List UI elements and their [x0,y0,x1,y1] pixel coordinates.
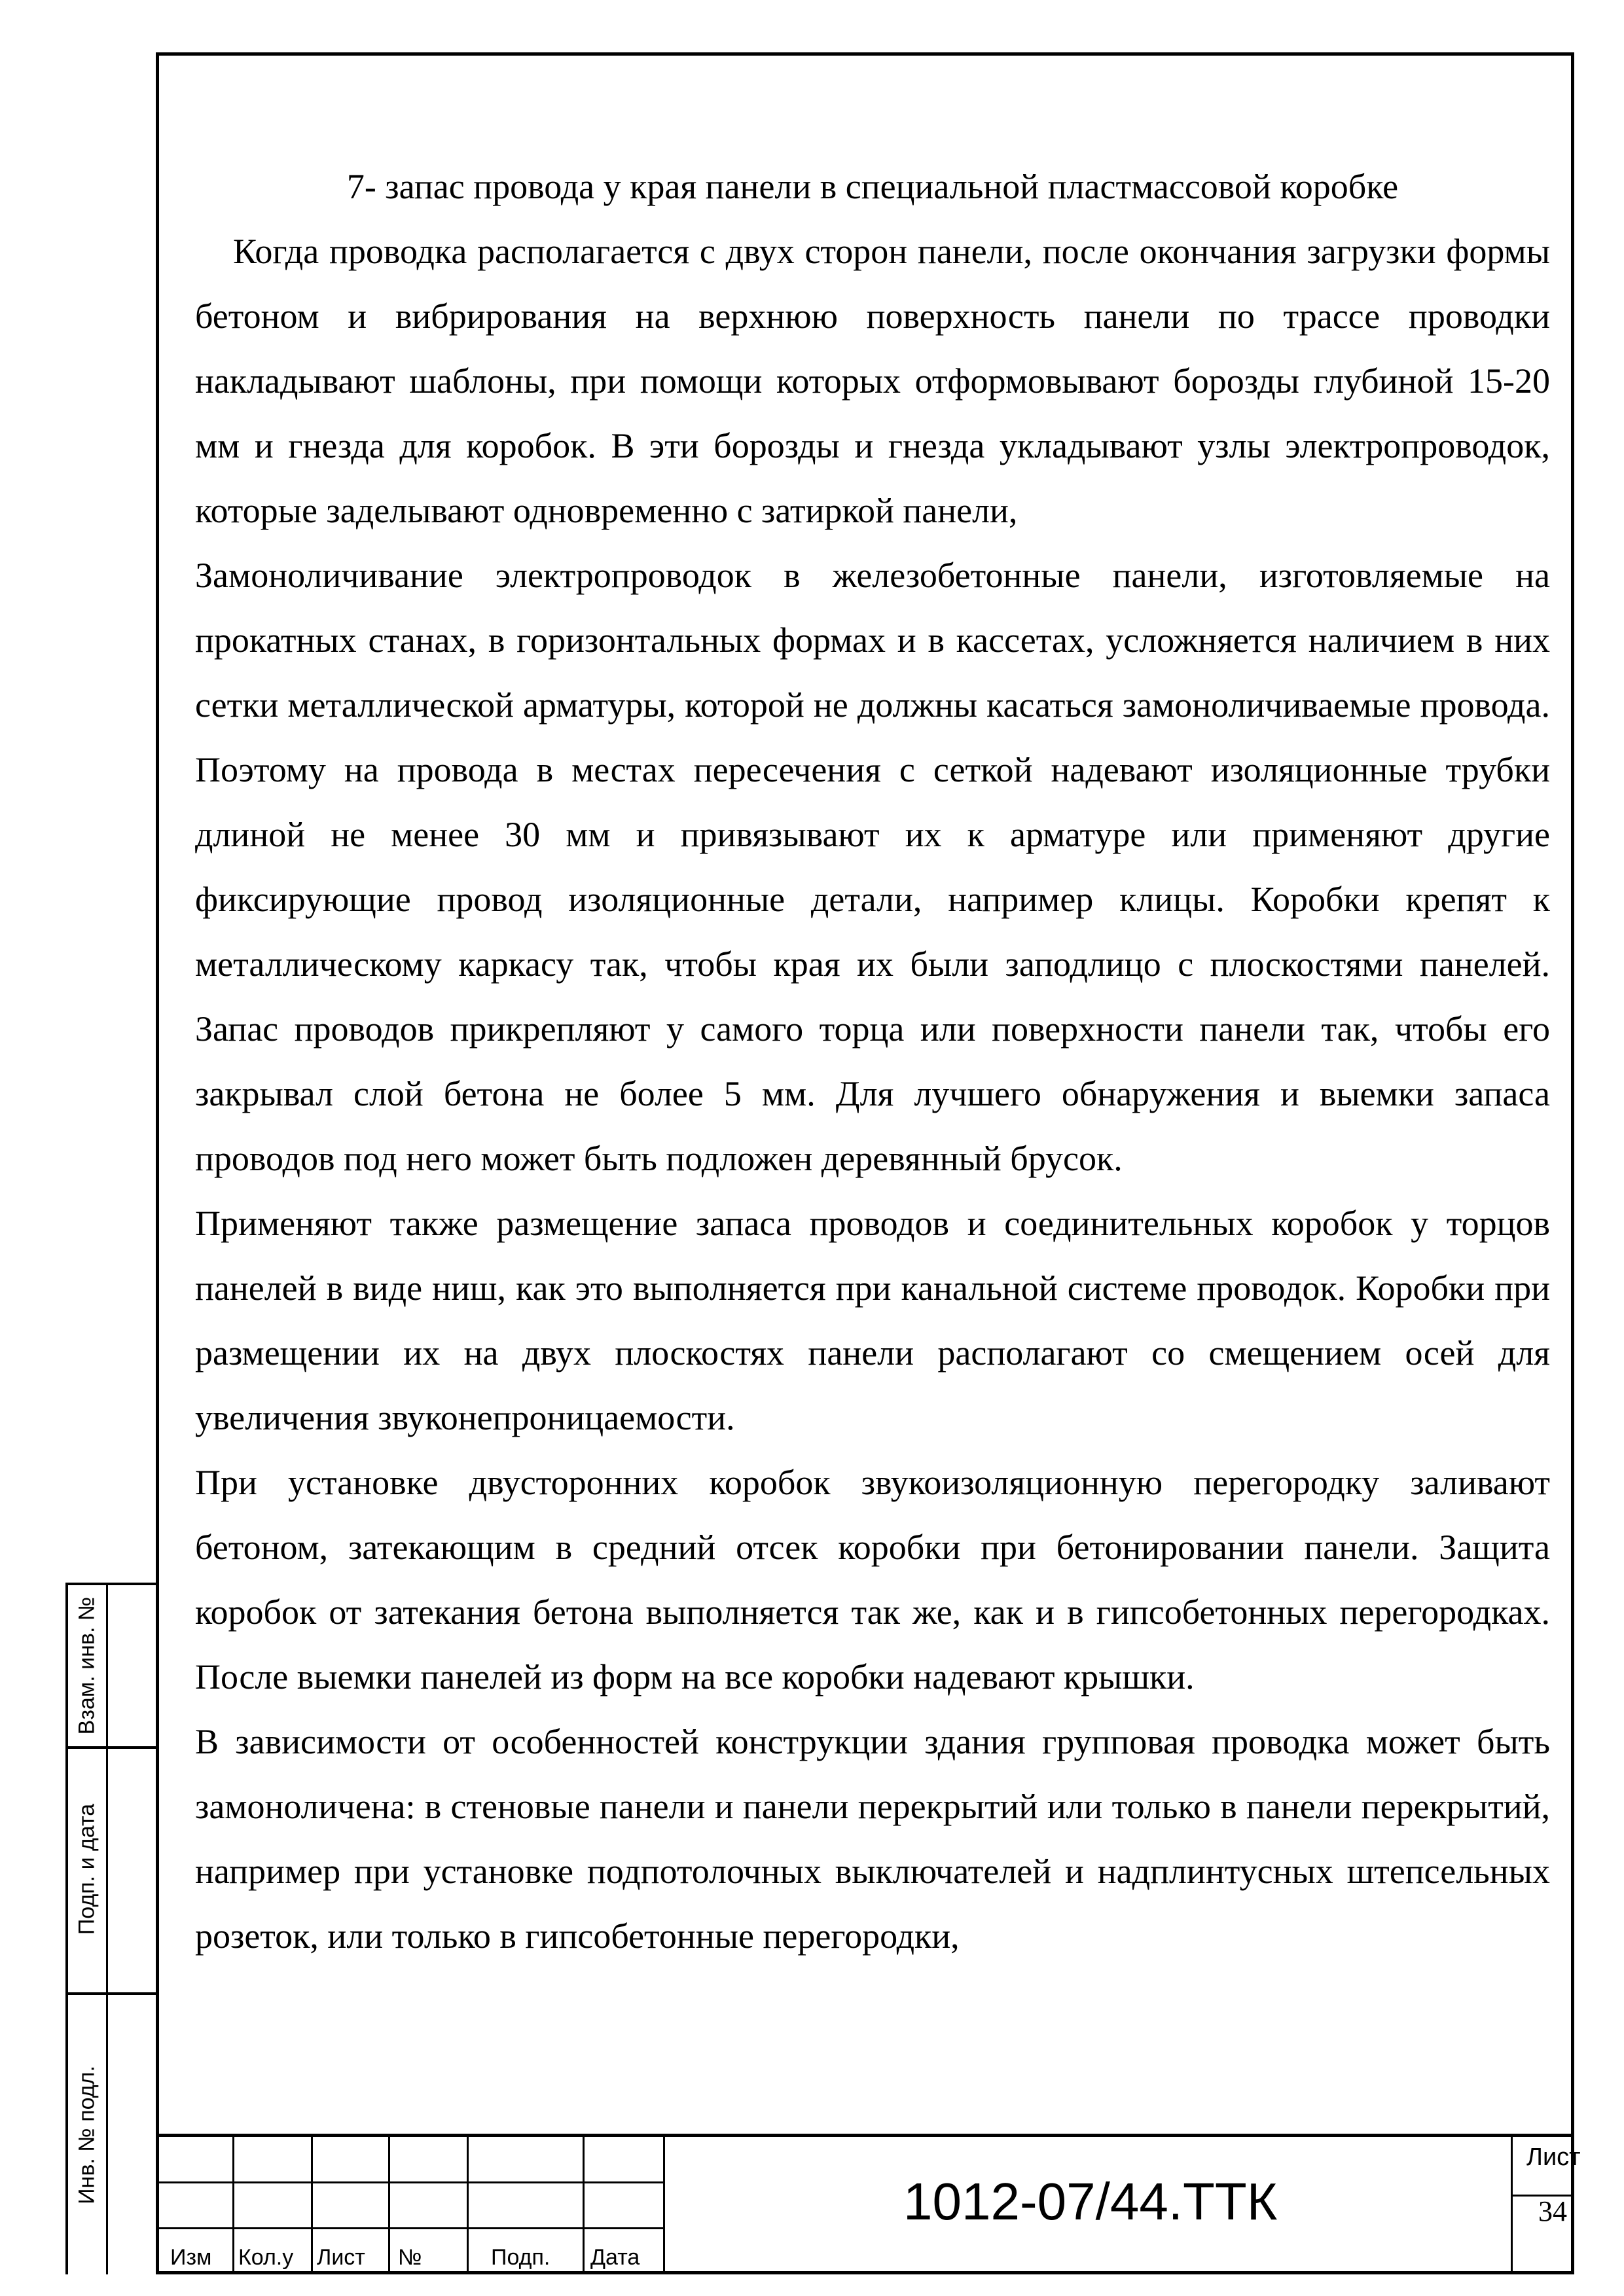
side-stamp-row-line [68,1992,156,1995]
title-block-line [663,2137,665,2274]
sheet-number: 34 [1538,2195,1567,2227]
side-stamp-divider [106,1585,108,2274]
col-data: Дата [590,2245,640,2270]
paragraph-2: Замоноличивание электропроводок в железобетонные панели, изготовляемые на прокатных станах, в горизонтальных формах и в кассетах, усложняется наличием в них сетки металлической арматуры, которой не должны касаться замоноличиваемые провода. Поэтому на провода в местах пересечения с сеткой надевают изоляционные трубки длиной не менее 30 мм и привязывают их к арматуре или применяют другие фиксирующие провод изоляционные детали, например клицы. Коробки крепят к металлическому каркасу так, чтобы края их были заподлицо с плоскостями панелей. Запас проводов прикрепляют у самого торца или поверхности панели так, чтобы его закрывал слой бетона не более 5 мм. Для лучшего обнаружения и выемки запаса проводов под него может быть подложен деревянный брусок. [195,556,1550,1178]
title-block-line [388,2137,390,2274]
title-block-line [311,2137,313,2274]
col-podp: Подп. [491,2245,550,2270]
col-kol: Кол.у [238,2245,294,2270]
col-no: № [398,2245,422,2270]
figure-caption: 7- запас провода у края панели в специальной пластмассовой коробке [346,167,1399,206]
title-block-line [583,2137,585,2274]
side-label-vzam-inv: Взам. инв. № [74,1596,99,1735]
title-block-line [1511,2137,1513,2274]
side-stamp [65,1583,156,2274]
paragraph-5: В зависимости от особенностей конструкции здания групповая проводка может быть замоноличена: в стеновые панели и панели перекрытий или только в панели перекрытий, например при установке подпотолочных выключателей и надплинтусных штепсельных розеток, или только в гипсобетонные перегородки, [195,1722,1550,1956]
side-label-inv-podl: Инв. № подл. [74,2066,99,2204]
paragraph-3: Применяют также размещение запаса проводов и соединительных коробок у торцов панелей в виде ниш, как это выполняется при канальной системе проводок. Коробки при размещении их на двух плоскостях панели располагают со смещением осей для увеличения звуконепроницаемости. [195,1204,1550,1437]
side-label-podp-data: Подп. и дата [74,1803,99,1935]
document-code: 1012-07/44.ТТК [903,2172,1278,2231]
title-block-line [467,2137,469,2274]
title-block-line [156,2227,663,2229]
col-list: Лист [317,2245,365,2270]
title-block-line [232,2137,234,2274]
side-stamp-row-line [68,1746,156,1749]
sheet-label: Лист [1526,2144,1581,2171]
title-block-line [156,2181,663,2183]
body-text [195,154,1550,1969]
paragraph-1: Когда проводка располагается с двух сторон панели, после окончания загрузки формы бетоном и вибрирования на верхнюю поверхность панели по трассе проводки накладывают шаблоны, при помощи которых отформовывают борозды глубиной 15-20 мм и гнезда для коробок. В эти борозды и гнезда укладывают узлы электропроводок, которые заделывают одновременно с затиркой панели, [195,232,1550,530]
col-izm: Изм [170,2245,212,2270]
title-block [156,2134,1574,2274]
paragraph-4: При установке двусторонних коробок звукоизоляционную перегородку заливают бетоном, затекающим в средний отсек коробки при бетонировании панели. Защита коробок от затекания бетона выполняется так же, как и в гипсобетонных перегородках. После выемки панелей из форм на все коробки надевают крышки. [195,1463,1550,1696]
